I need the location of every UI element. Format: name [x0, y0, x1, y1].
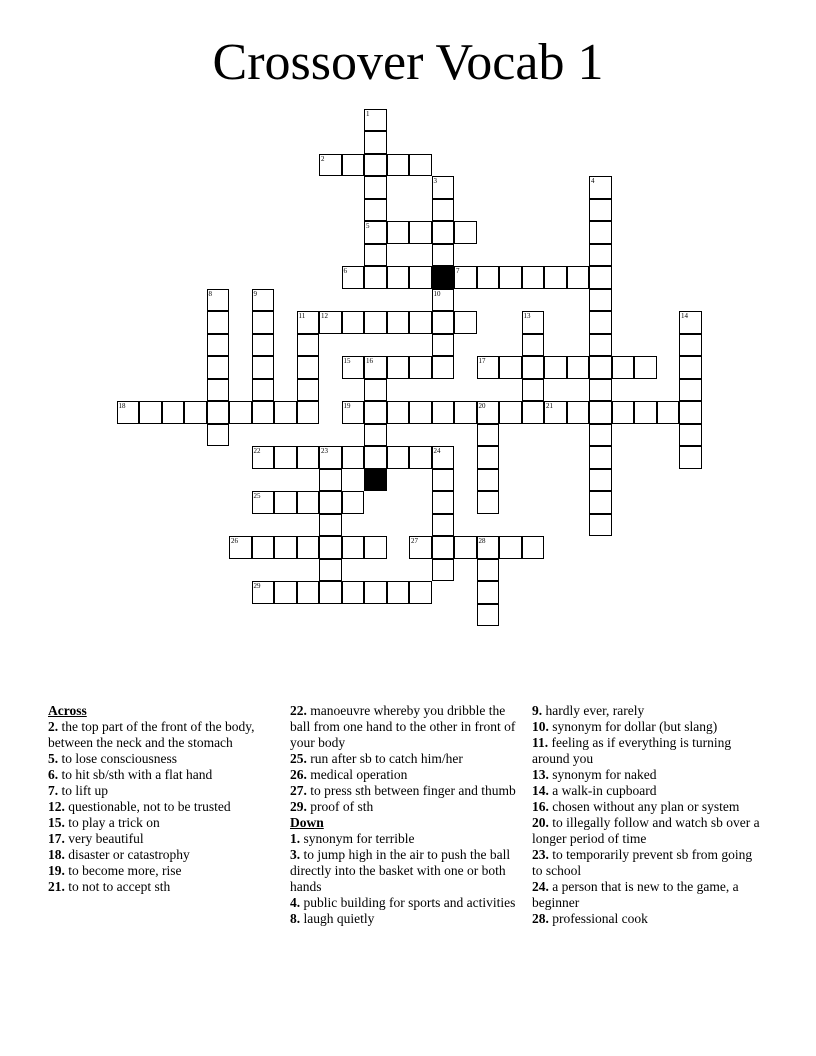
clue-item-text: questionable, not to be trusted	[64, 799, 231, 814]
grid-cell[interactable]	[432, 221, 455, 244]
grid-cell[interactable]	[567, 356, 590, 379]
clue-item-number: 11.	[532, 735, 549, 750]
grid-cell[interactable]	[319, 491, 342, 514]
clue-item-number: 29.	[290, 799, 307, 814]
clue-item	[532, 879, 764, 911]
clues-column-3	[532, 703, 764, 927]
clue-item	[48, 847, 280, 863]
clue-number: 2	[321, 154, 325, 163]
clue-item-number: 22.	[290, 703, 307, 718]
grid-cell[interactable]	[252, 491, 275, 514]
grid-cell[interactable]	[364, 446, 387, 469]
grid-cell[interactable]	[432, 334, 455, 357]
clue-number: 22	[253, 447, 261, 455]
clue-item-text: feeling as if everything is turning around you	[532, 735, 732, 766]
grid-cell[interactable]	[679, 424, 702, 447]
grid-cell[interactable]	[589, 266, 612, 289]
clue-number: 29	[253, 582, 261, 590]
clue-item-text: the top part of the front of the body, between the neck and the stomach	[48, 719, 255, 750]
grid-cell[interactable]	[477, 469, 500, 492]
clue-number: 28	[478, 537, 486, 545]
grid-cell[interactable]	[297, 491, 320, 514]
grid-cell[interactable]	[432, 176, 455, 199]
clue-item	[532, 767, 764, 783]
grid-cell[interactable]	[634, 401, 657, 424]
grid-cell[interactable]	[207, 356, 230, 379]
grid-cell[interactable]	[432, 536, 455, 559]
grid-cell[interactable]	[342, 581, 365, 604]
clue-item-number: 18.	[48, 847, 65, 862]
grid-cell[interactable]	[207, 334, 230, 357]
grid-cell[interactable]	[342, 266, 365, 289]
grid-cell[interactable]	[634, 356, 657, 379]
clue-item-number: 3.	[290, 847, 301, 862]
clue-item-text: to jump high in the air to push the ball directly into the basket with one or both hands	[290, 847, 511, 894]
clue-item-number: 7.	[48, 783, 59, 798]
clue-item-text: medical operation	[306, 767, 408, 782]
clues-column-1	[48, 703, 280, 895]
clue-item-number: 6.	[48, 767, 59, 782]
clue-item	[290, 895, 522, 911]
grid-cell[interactable]	[589, 469, 612, 492]
clue-number: 5	[366, 222, 370, 230]
clue-item-number: 19.	[48, 863, 65, 878]
grid-cell[interactable]	[589, 221, 612, 244]
grid-cell[interactable]	[679, 401, 702, 424]
grid-cell[interactable]	[432, 356, 455, 379]
grid-cell[interactable]	[522, 379, 545, 402]
grid-cell[interactable]	[342, 356, 365, 379]
grid-cell[interactable]	[364, 356, 387, 379]
clue-item	[532, 815, 764, 847]
grid-cell[interactable]	[544, 266, 567, 289]
grid-cell[interactable]	[679, 446, 702, 469]
grid-cell[interactable]	[297, 401, 320, 424]
grid-cell[interactable]	[409, 221, 432, 244]
grid-cell[interactable]	[364, 379, 387, 402]
clue-number: 19	[343, 402, 351, 410]
grid-cell[interactable]	[229, 536, 252, 559]
grid-cell[interactable]	[207, 311, 230, 334]
grid-cell[interactable]	[432, 559, 455, 582]
grid-cell[interactable]	[387, 356, 410, 379]
grid-cell[interactable]	[229, 401, 252, 424]
grid-cell[interactable]	[252, 401, 275, 424]
grid-cell[interactable]	[409, 311, 432, 334]
clue-item	[48, 751, 280, 767]
grid-cell[interactable]	[364, 581, 387, 604]
grid-cell[interactable]	[544, 401, 567, 424]
grid-cell[interactable]	[409, 154, 432, 177]
grid-cell[interactable]	[252, 356, 275, 379]
clue-item-text: laugh quietly	[300, 911, 375, 926]
grid-cell[interactable]	[499, 356, 522, 379]
clue-item	[290, 831, 522, 847]
clue-item	[48, 719, 280, 751]
grid-cell[interactable]	[252, 289, 275, 312]
clue-number: 8	[208, 289, 212, 298]
grid-cell[interactable]	[454, 311, 477, 334]
grid-cell[interactable]	[679, 379, 702, 402]
grid-cell[interactable]	[499, 266, 522, 289]
clue-item	[290, 911, 522, 927]
clue-item-text: to hit sb/sth with a flat hand	[58, 767, 213, 782]
clue-item-text: to play a trick on	[64, 815, 160, 830]
grid-cell[interactable]	[207, 379, 230, 402]
grid-cell[interactable]	[364, 109, 387, 132]
clue-number: 16	[366, 357, 373, 365]
grid-cell[interactable]	[567, 401, 590, 424]
clue-number: 7	[456, 267, 460, 275]
grid-cell[interactable]	[454, 536, 477, 559]
clue-item	[290, 783, 522, 799]
clue-item-text: run after sb to catch him/her	[306, 751, 463, 766]
clue-item-number: 8.	[290, 911, 301, 926]
grid-cell[interactable]	[319, 154, 342, 177]
clue-number: 3	[433, 177, 437, 185]
grid-cell[interactable]	[297, 311, 320, 334]
clue-item-text: synonym for naked	[548, 767, 657, 782]
grid-cell[interactable]	[589, 356, 612, 379]
clue-item	[532, 735, 764, 767]
clue-item-number: 24.	[532, 879, 549, 894]
clue-item-number: 20.	[532, 815, 549, 830]
grid-cell[interactable]	[522, 334, 545, 357]
grid-cell[interactable]	[342, 154, 365, 177]
clue-number: 4	[591, 177, 595, 185]
clue-number: 17	[478, 357, 486, 365]
grid-cell[interactable]	[364, 176, 387, 199]
page-title: Crossover Vocab 1	[212, 34, 604, 91]
grid-cell[interactable]	[477, 424, 500, 447]
grid-cell[interactable]	[252, 334, 275, 357]
clue-item-text: very beautiful	[64, 831, 144, 846]
clue-item-number: 12.	[48, 799, 65, 814]
clue-item	[290, 767, 522, 783]
clue-number: 20	[478, 402, 486, 410]
clue-item-text: to illegally follow and watch sb over a longer period of time	[532, 815, 760, 846]
across-clue-list	[48, 719, 280, 895]
grid-cell[interactable]	[432, 446, 455, 469]
grid-cell[interactable]	[387, 266, 410, 289]
clue-item-number: 1.	[290, 831, 301, 846]
clue-item-text: to press sth between finger and thumb	[306, 783, 516, 798]
clue-item-number: 10.	[532, 719, 549, 734]
clue-item-number: 14.	[532, 783, 549, 798]
grid-cell[interactable]	[589, 446, 612, 469]
grid-cell[interactable]	[319, 311, 342, 334]
grid-cell[interactable]	[319, 514, 342, 537]
clue-number: 27	[411, 537, 418, 545]
grid-cell[interactable]	[319, 581, 342, 604]
grid-cell[interactable]	[477, 491, 500, 514]
clue-number: 13	[523, 312, 531, 320]
grid-cell[interactable]	[297, 356, 320, 379]
grid-cell[interactable]	[297, 334, 320, 357]
grid-cell[interactable]	[499, 536, 522, 559]
grid-cell[interactable]	[252, 311, 275, 334]
grid-cell[interactable]	[477, 266, 500, 289]
clue-item	[48, 879, 280, 895]
clue-item-text: chosen without any plan or system	[548, 799, 740, 814]
grid-cell[interactable]	[477, 559, 500, 582]
grid-cell[interactable]	[319, 469, 342, 492]
grid-cell[interactable]	[297, 536, 320, 559]
grid-cell[interactable]	[364, 154, 387, 177]
clue-item-number: 9.	[532, 703, 543, 718]
grid-cell[interactable]	[387, 311, 410, 334]
grid-cell[interactable]	[589, 514, 612, 537]
across-heading: Across	[48, 703, 87, 718]
grid-cell[interactable]	[364, 199, 387, 222]
clue-item-text: professional cook	[548, 911, 648, 926]
grid-cell[interactable]	[297, 446, 320, 469]
grid-cell[interactable]	[432, 401, 455, 424]
grid-cell[interactable]	[432, 289, 455, 312]
clue-number: 15	[343, 357, 351, 365]
grid-cell[interactable]	[477, 446, 500, 469]
clue-item	[532, 783, 764, 799]
clue-item	[290, 751, 522, 767]
grid-cell[interactable]	[364, 424, 387, 447]
grid-cell[interactable]	[522, 356, 545, 379]
grid-cell[interactable]	[612, 356, 635, 379]
clue-item-text: synonym for dollar (but slang)	[548, 719, 718, 734]
grid-cell[interactable]	[589, 424, 612, 447]
grid-cell[interactable]	[454, 266, 477, 289]
grid-cell[interactable]	[522, 536, 545, 559]
clue-number: 23	[321, 447, 328, 455]
grid-cell[interactable]	[252, 536, 275, 559]
grid-cell[interactable]	[319, 446, 342, 469]
grid-cell[interactable]	[409, 356, 432, 379]
grid-cell[interactable]	[544, 356, 567, 379]
clue-item-text: to become more, rise	[64, 863, 182, 878]
clue-item-text: a walk-in cupboard	[548, 783, 657, 798]
grid-cell[interactable]	[477, 581, 500, 604]
grid-cell[interactable]	[589, 311, 612, 334]
grid-cell[interactable]	[409, 581, 432, 604]
clue-item-number: 5.	[48, 751, 59, 766]
grid-cell[interactable]	[589, 401, 612, 424]
clue-item	[532, 799, 764, 815]
grid-cell[interactable]	[364, 266, 387, 289]
grid-cell[interactable]	[342, 491, 365, 514]
clue-item	[48, 815, 280, 831]
grid-cell[interactable]	[432, 199, 455, 222]
grid-cell[interactable]	[207, 289, 230, 312]
clue-item-text: to lose consciousness	[58, 751, 177, 766]
clue-number: 26	[231, 537, 238, 545]
grid-cell[interactable]	[679, 356, 702, 379]
grid-block	[364, 469, 387, 492]
across-clue-list-continued	[290, 703, 522, 815]
grid-cell[interactable]	[409, 446, 432, 469]
clue-number: 18	[118, 402, 126, 410]
grid-cell[interactable]	[274, 536, 297, 559]
clue-item	[532, 911, 764, 927]
grid-cell[interactable]	[477, 356, 500, 379]
grid-cell[interactable]	[342, 311, 365, 334]
clue-number: 21	[546, 402, 553, 410]
clue-item-number: 2.	[48, 719, 59, 734]
grid-cell[interactable]	[364, 131, 387, 154]
grid-cell[interactable]	[319, 536, 342, 559]
grid-cell[interactable]	[252, 581, 275, 604]
clue-item-text: to not to accept sth	[64, 879, 171, 894]
grid-cell[interactable]	[139, 401, 162, 424]
clue-item-number: 26.	[290, 767, 307, 782]
grid-cell[interactable]	[589, 334, 612, 357]
grid-cell[interactable]	[387, 581, 410, 604]
grid-cell[interactable]	[387, 154, 410, 177]
clue-item	[532, 703, 764, 719]
grid-cell[interactable]	[679, 334, 702, 357]
clue-item-number: 27.	[290, 783, 307, 798]
clue-item	[290, 799, 522, 815]
clue-item	[48, 831, 280, 847]
clue-item-text: to lift up	[58, 783, 108, 798]
grid-cell[interactable]	[409, 266, 432, 289]
clue-item	[48, 799, 280, 815]
grid-cell[interactable]	[612, 401, 635, 424]
clue-item-text: manoeuvre whereby you dribble the ball from one hand to the other in front of your body	[290, 703, 516, 750]
clues-column-2	[290, 703, 522, 927]
grid-cell[interactable]	[319, 559, 342, 582]
clue-item	[48, 863, 280, 879]
grid-cell[interactable]	[409, 536, 432, 559]
grid-cell[interactable]	[342, 401, 365, 424]
grid-cell[interactable]	[274, 491, 297, 514]
grid-cell[interactable]	[657, 401, 680, 424]
grid-cell[interactable]	[432, 491, 455, 514]
clue-item	[290, 703, 522, 751]
grid-cell[interactable]	[274, 446, 297, 469]
clue-item	[532, 719, 764, 735]
clue-item-text: to temporarily prevent sb from going to school	[532, 847, 753, 878]
clue-number: 11	[298, 312, 306, 320]
grid-cell[interactable]	[252, 446, 275, 469]
clue-number: 12	[321, 312, 328, 320]
grid-cell[interactable]	[364, 244, 387, 267]
clue-item-text: hardly ever, rarely	[542, 703, 645, 718]
down-heading: Down	[290, 815, 324, 830]
grid-cell[interactable]	[589, 379, 612, 402]
grid-cell[interactable]	[477, 401, 500, 424]
grid-cell[interactable]	[522, 266, 545, 289]
grid-cell[interactable]	[342, 536, 365, 559]
grid-cell[interactable]	[297, 581, 320, 604]
grid-cell[interactable]	[387, 221, 410, 244]
clue-item-number: 17.	[48, 831, 65, 846]
clue-item-number: 16.	[532, 799, 549, 814]
clue-number: 24	[433, 447, 441, 455]
grid-cell[interactable]	[297, 379, 320, 402]
grid-cell[interactable]	[432, 514, 455, 537]
grid-cell[interactable]	[342, 446, 365, 469]
clue-item	[48, 783, 280, 799]
clue-item-number: 21.	[48, 879, 65, 894]
down-clue-list	[290, 831, 522, 927]
clue-item-number: 15.	[48, 815, 65, 830]
clue-item-text: a person that is new to the game, a beginner	[532, 879, 739, 910]
grid-cell[interactable]	[409, 401, 432, 424]
grid-cell[interactable]	[589, 244, 612, 267]
clue-item-number: 28.	[532, 911, 549, 926]
clue-number: 9	[253, 289, 257, 298]
clue-item-number: 13.	[532, 767, 549, 782]
clue-item-text: public building for sports and activities	[300, 895, 516, 910]
clue-item-text: synonym for terrible	[300, 831, 415, 846]
grid-cell[interactable]	[477, 604, 500, 627]
grid-cell[interactable]	[589, 199, 612, 222]
grid-cell[interactable]	[477, 536, 500, 559]
clue-item-number: 4.	[290, 895, 301, 910]
grid-cell[interactable]	[387, 401, 410, 424]
grid-cell[interactable]	[364, 221, 387, 244]
grid-cell[interactable]	[274, 401, 297, 424]
grid-cell[interactable]	[162, 401, 185, 424]
grid-cell[interactable]	[454, 401, 477, 424]
grid-cell[interactable]	[252, 379, 275, 402]
grid-cell[interactable]	[454, 221, 477, 244]
grid-cell[interactable]	[274, 581, 297, 604]
grid-cell[interactable]	[679, 311, 702, 334]
grid-cell[interactable]	[432, 311, 455, 334]
clue-item	[532, 847, 764, 879]
clue-number: 10	[433, 289, 441, 298]
clue-item-text: proof of sth	[306, 799, 374, 814]
grid-cell[interactable]	[499, 401, 522, 424]
clue-number: 14	[681, 312, 688, 320]
grid-cell[interactable]	[567, 266, 590, 289]
grid-cell[interactable]	[589, 289, 612, 312]
clue-item	[290, 847, 522, 895]
grid-block	[432, 266, 455, 289]
clue-number: 6	[343, 267, 347, 275]
grid-cell[interactable]	[522, 311, 545, 334]
down-clue-list-continued	[532, 703, 764, 927]
grid-cell[interactable]	[364, 536, 387, 559]
grid-cell[interactable]	[207, 424, 230, 447]
clue-item-number: 23.	[532, 847, 549, 862]
grid-cell[interactable]	[364, 401, 387, 424]
grid-cell[interactable]	[522, 401, 545, 424]
grid-cell[interactable]	[117, 401, 140, 424]
clue-number: 25	[253, 492, 261, 500]
grid-cell[interactable]	[589, 176, 612, 199]
grid-cell[interactable]	[207, 401, 230, 424]
grid-cell[interactable]	[387, 446, 410, 469]
grid-cell[interactable]	[364, 311, 387, 334]
clue-item-text: disaster or catastrophy	[64, 847, 190, 862]
grid-cell[interactable]	[184, 401, 207, 424]
grid-cell[interactable]	[589, 491, 612, 514]
clue-item-number: 25.	[290, 751, 307, 766]
clue-item	[48, 767, 280, 783]
grid-cell[interactable]	[432, 244, 455, 267]
clue-number: 1	[366, 109, 370, 118]
grid-cell[interactable]	[432, 469, 455, 492]
